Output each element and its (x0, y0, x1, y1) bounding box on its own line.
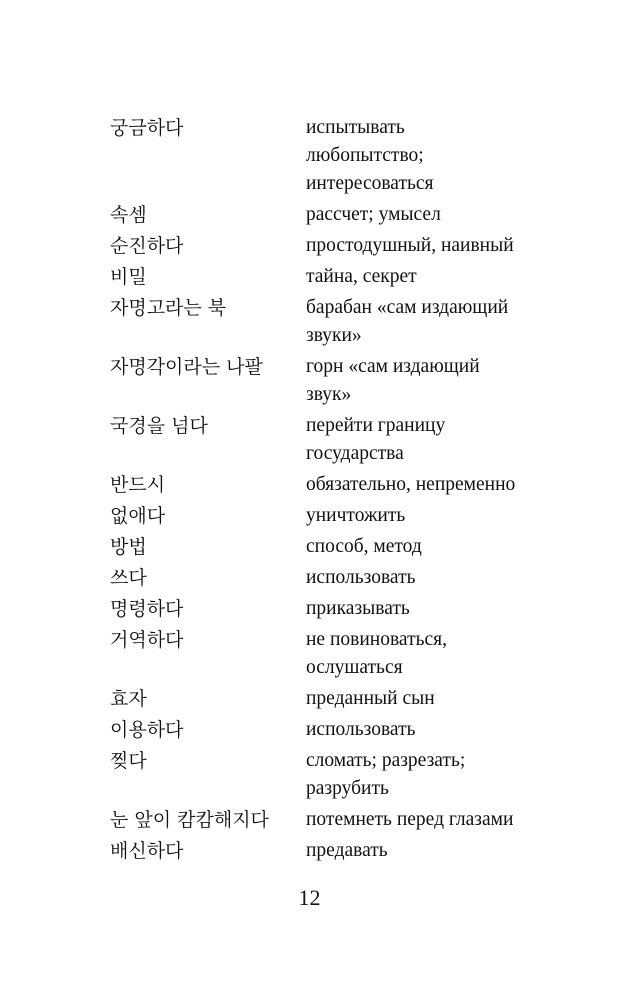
glossary-entry (110, 837, 580, 865)
glossary-entry (110, 412, 580, 468)
korean-term: 자명각이라는 나팔 (110, 356, 263, 378)
russian-translation: барабан «сам издающий звуки» (306, 297, 509, 346)
glossary-entry (110, 263, 580, 291)
russian-translation: приказывать (306, 598, 410, 619)
glossary-list (110, 114, 580, 868)
russian-translation: использовать (306, 719, 416, 740)
glossary-entry (110, 502, 580, 530)
korean-term: 속셈 (110, 204, 147, 226)
glossary-entry (110, 716, 580, 744)
glossary-entry (110, 685, 580, 713)
russian-translation: не повиноваться, ослушаться (306, 629, 447, 678)
korean-term: 거역하다 (110, 629, 184, 651)
korean-term: 자명고라는 북 (110, 297, 227, 319)
russian-translation: горн «сам издающий звук» (306, 356, 480, 405)
korean-term: 반드시 (110, 474, 166, 496)
russian-translation: простодушный, наивный (306, 235, 514, 256)
korean-term: 이용하다 (110, 719, 184, 741)
korean-term: 순진하다 (110, 235, 184, 257)
russian-translation: использовать (306, 567, 416, 588)
korean-term: 방법 (110, 536, 147, 558)
russian-translation: преданный сын (306, 688, 435, 709)
russian-translation: перейти границу государства (306, 415, 446, 464)
korean-term: 찢다 (110, 750, 147, 772)
glossary-entry (110, 294, 580, 350)
korean-term: 효자 (110, 688, 147, 710)
russian-translation: тайна, секрет (306, 266, 417, 287)
russian-translation: рассчет; умысел (306, 204, 441, 225)
glossary-entry (110, 533, 580, 561)
glossary-entry (110, 595, 580, 623)
korean-term: 궁금하다 (110, 117, 184, 139)
glossary-entry (110, 201, 580, 229)
korean-term: 쓰다 (110, 567, 147, 589)
glossary-entry (110, 626, 580, 682)
korean-term: 없애다 (110, 505, 166, 527)
glossary-entry (110, 564, 580, 592)
korean-term: 눈 앞이 캄캄해지다 (110, 809, 269, 831)
glossary-entry (110, 806, 580, 834)
glossary-entry (110, 747, 580, 803)
korean-term: 비밀 (110, 266, 147, 288)
page-number: 12 (298, 885, 321, 910)
glossary-entry (110, 232, 580, 260)
korean-term: 배신하다 (110, 840, 184, 862)
russian-translation: сломать; разрезать; разрубить (306, 750, 466, 799)
russian-translation: уничтожить (306, 505, 406, 526)
russian-translation: потемнеть перед глазами (306, 809, 514, 830)
russian-translation: способ, метод (306, 536, 422, 557)
glossary-entry (110, 353, 580, 409)
korean-term: 국경을 넘다 (110, 415, 208, 437)
glossary-entry (110, 471, 580, 499)
russian-translation: испытывать любопытство; интересоваться (306, 117, 434, 194)
russian-translation: предавать (306, 840, 388, 861)
korean-term: 명령하다 (110, 598, 184, 620)
russian-translation: обязательно, непременно (306, 474, 516, 495)
glossary-entry (110, 114, 580, 198)
